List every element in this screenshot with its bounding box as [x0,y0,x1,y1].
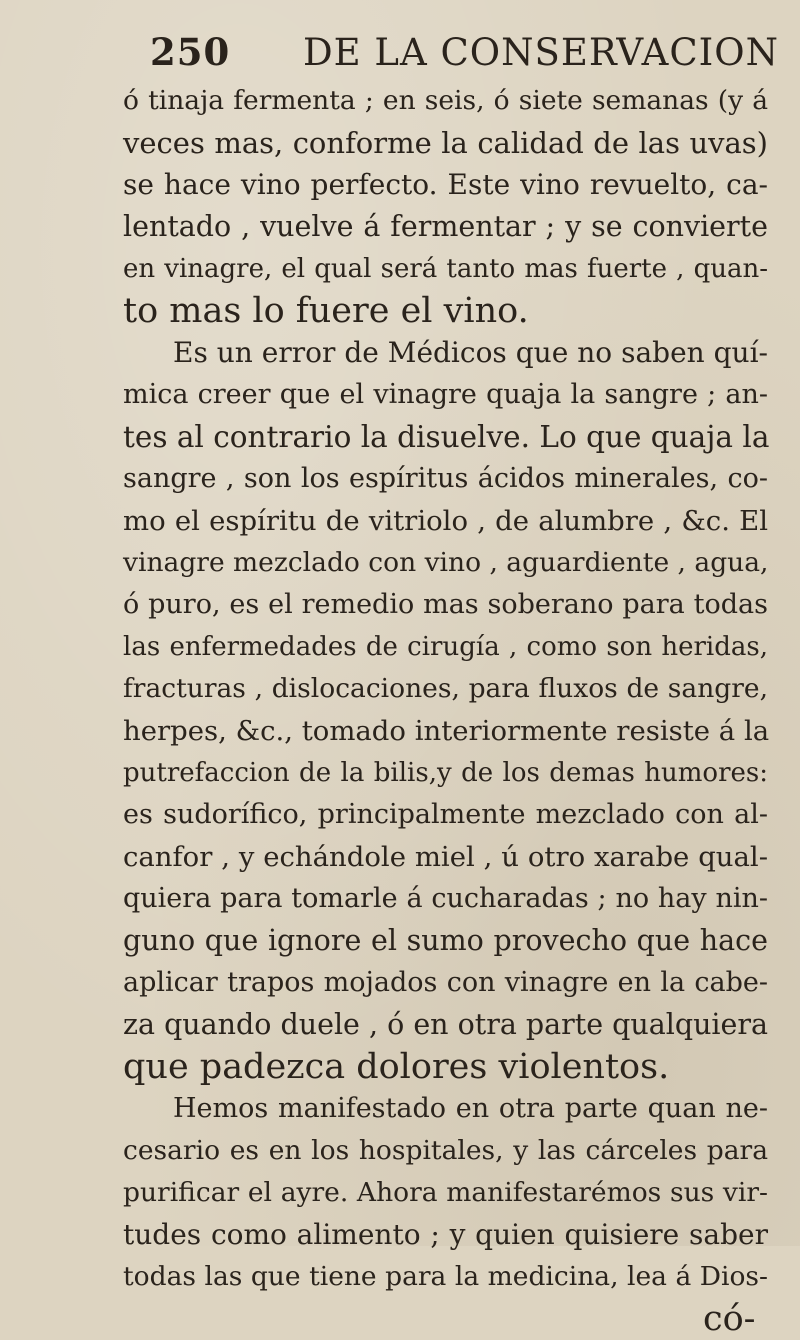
text-line: cesario es en los hospitales, y las cárceles para [123,1135,768,1166]
text-line: purificar el ayre. Ahora manifestarémos sus vir- [123,1177,768,1208]
text-line: veces mas, conforme la calidad de las uvas) [123,126,768,160]
text-line: en vinagre, el qual será tanto mas fuerte , quan- [123,254,768,284]
text-line: lentado , vuelve á fermentar ; y se convierte [123,210,768,243]
text-line: mica creer que el vinagre quaja la sangre ; an- [123,379,768,410]
text-line: sangre , son los espíritus ácidos minerales, co- [123,463,768,494]
text-line: es sudorífico, principalmente mezclado con al- [123,799,768,830]
text-line: fracturas , dislocaciones, para fluxos de sangre, [123,673,768,704]
text-line: las enfermedades de cirugía , como son heridas, [123,632,768,662]
text-line: se hace vino perfecto. Este vino revuelto, ca- [123,168,768,201]
text-line: mo el espíritu de vitriolo , de alumbre , &c. El [123,505,768,537]
text-line: ó tinaja fermenta ; en seis, ó siete semanas (y á [123,85,768,116]
text-line: quiera para tomarle á cucharadas ; no hay nin- [123,883,768,914]
text-line: putrefaccion de la bilis,y de los demas humores: [123,758,768,788]
text-line: Es un error de Médicos que no saben quí- [173,336,768,369]
text-line: to mas lo fuere el vino. [123,291,529,331]
catchword: có- [703,1299,756,1339]
page-number: 250 [150,30,231,74]
text-line: canfor , y echándole miel , ú otro xarabe qual- [123,841,768,873]
text-line: guno que ignore el sumo provecho que hace [123,924,768,957]
text-line: ó puro, es el remedio mas soberano para todas [123,589,768,620]
page-header [150,30,779,74]
text-line: aplicar trapos mojados con vinagre en la cabe- [123,967,768,998]
text-line: vinagre mezclado con vino , aguardiente , agua, [123,547,769,578]
text-line: tudes como alimento ; y quien quisiere saber [123,1218,768,1251]
running-title: DE LA CONSERVACION [303,31,779,74]
text-line: Hemos manifestado en otra parte quan ne- [173,1093,768,1124]
text-line: que padezca dolores violentos. [123,1047,670,1087]
text-line: tes al contrario la disuelve. Lo que quaja la [123,420,770,454]
text-line: herpes, &c., tomado interiormente resiste á la [123,715,770,747]
text-line: todas las que tiene para la medicina, lea á Dios- [123,1261,768,1292]
text-line: za quando duele , ó en otra parte qualquiera [123,1008,769,1041]
